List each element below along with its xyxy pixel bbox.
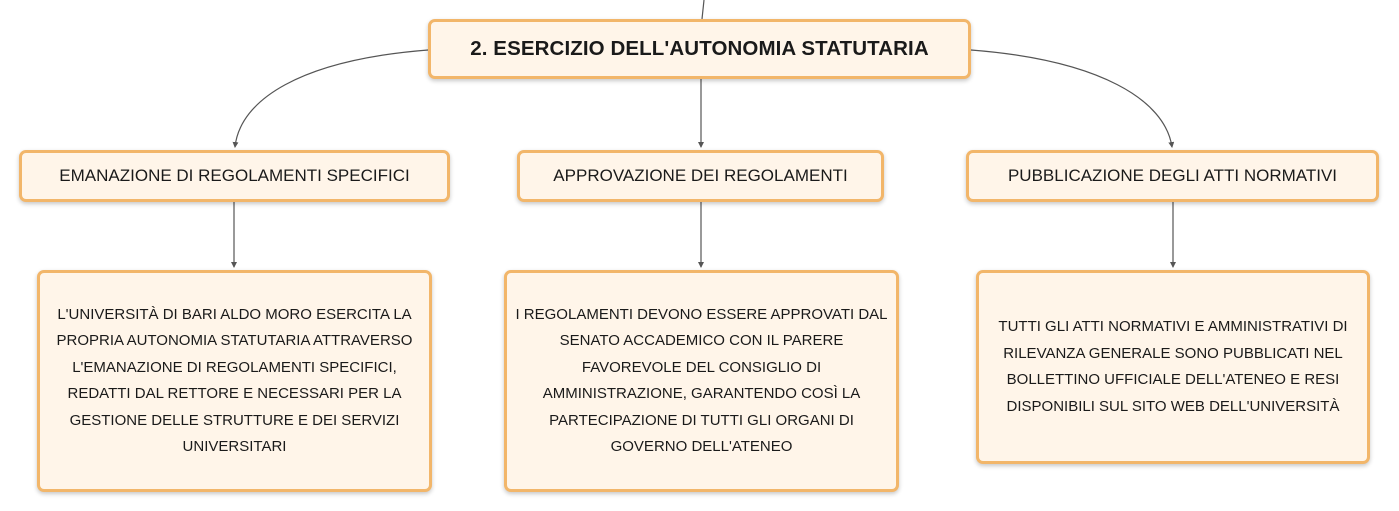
root-topic-node[interactable] — [428, 19, 971, 79]
detail-node-pubblicazione[interactable] — [976, 270, 1370, 464]
branch-node-approvazione[interactable] — [517, 150, 884, 202]
connector-parent-to-root — [702, 0, 704, 19]
detail-text: L'UNIVERSITÀ DI BARI ALDO MORO ESERCITA LA PROPRIA AUTONOMIA STATUTARIA ATTRAVERSO L'EMANAZIONE DI REGOLAMENTI SPECIFICI, REDATTI DAL RETTORE E NECESSARI PER LA GESTIONE DELLE STRUTTURE E DEI SERVIZI UNIVERSITARI — [56, 305, 413, 455]
branch-node-emanazione[interactable] — [19, 150, 450, 202]
branch-label: PUBBLICAZIONE DEGLI ATTI NORMATIVI — [1007, 166, 1338, 185]
connector-root-to-branch-1 — [235, 50, 428, 147]
root-topic-label: 2. ESERCIZIO DELL'AUTONOMIA STATUTARIA — [470, 37, 929, 60]
detail-text: TUTTI GLI ATTI NORMATIVI E AMMINISTRATIVI DI RILEVANZA GENERALE SONO PUBBLICATI NEL BOLLETTINO UFFICIALE DELL'ATENEO E RESI DISPONIBILI SUL SITO WEB DELL'UNIVERSITÀ — [998, 318, 1348, 415]
branch-label: APPROVAZIONE DEI REGOLAMENTI — [553, 166, 848, 185]
detail-node-emanazione[interactable] — [37, 270, 432, 492]
branch-node-pubblicazione[interactable] — [966, 150, 1379, 202]
detail-text: I REGOLAMENTI DEVONO ESSERE APPROVATI DAL SENATO ACCADEMICO CON IL PARERE FAVOREVOLE DEL CONSIGLIO DI AMMINISTRAZIONE, GARANTENDO COSÌ LA PARTECIPAZIONE DI TUTTI GLI ORGANI DI GOVERNO DELL'ATENEO — [515, 305, 888, 455]
detail-node-approvazione[interactable] — [504, 270, 899, 492]
connector-root-to-branch-3 — [971, 50, 1172, 147]
branch-label: EMANAZIONE DI REGOLAMENTI SPECIFICI — [59, 166, 410, 185]
